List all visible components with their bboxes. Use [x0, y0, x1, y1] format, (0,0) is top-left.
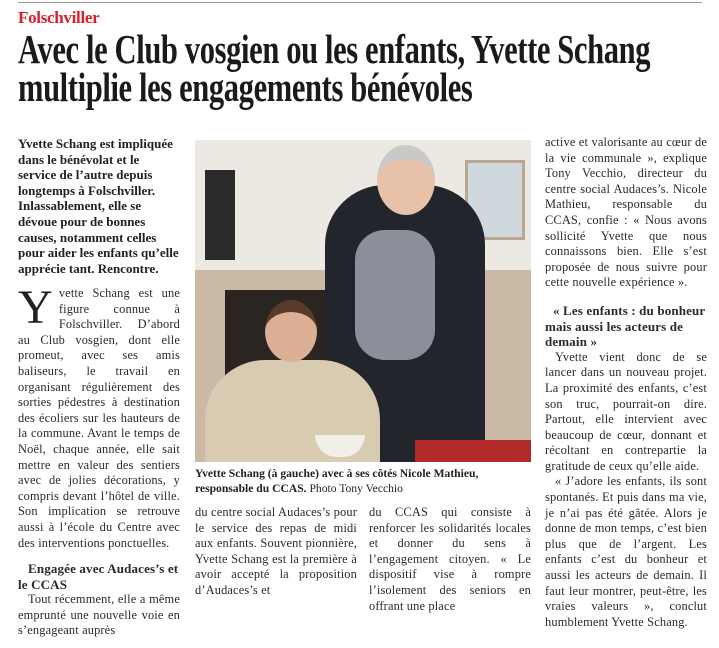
- article-intro: Yvette Schang est impliquée dans le bénévolat et le service de l’autre depuis longtemps à Folschviller. Inlassablement, elle se dévoue pour de bonnes causes, notamment celles pour aider les enfants qu’elle apprécie tant. Rencontre.: [18, 136, 179, 276]
- paragraph-2-end: active et valorisante au cœur de la vie communale », explique Tony Vecchio, directeur du centre social Audaces’s. Nicole Mathieu, responsable du CCAS, confie : « Nous avons sollicité Yvette que nous connaissons bien. Elle s’est proposée de nous suivre pour cette nouvelle expérience ».: [545, 135, 707, 290]
- photo-credit: Photo Tony Vecchio: [309, 482, 403, 495]
- paragraph-3: Yvette vient donc de se lancer dans un nouveau projet. La proximité des enfants, c’est son truc, pourrait-on dire. Partout, elle intervient avec beaucoup de cœur, donnant et récoltant en contrepartie la gratitude de ceux qu’elle aide.: [545, 349, 707, 473]
- paragraph-2-cont2: du CCAS qui consiste à renforcer les solidarités locales et donner du sens à l’engagement citoyen. « Le dispositif vise à rompre l’isolement des seniors en offrant une place: [369, 505, 531, 613]
- photo-caption: Yvette Schang (à gauche) avec à ses côtés Nicole Mathieu, responsable du CCAS. Photo Tony Vecchio: [195, 467, 479, 495]
- top-rule: [18, 2, 702, 3]
- column-2: [195, 505, 357, 599]
- paragraph-1: Yvette Schang est une figure connue à Folschviller. D’abord au Club vosgien, dont elle promeut, avec ses amis baliseurs, le travail en organisant régulièrement des sorties pédestres à destination des écoliers sur les hauteurs de la commune. Avant le temps de Noël, chaque année, elle sait mettre en valeur des sentiers avec de jolies décorations, y compris devant l’hôtel de ville. Son implication se retrouve aussi à l’école du Centre avec des interventions ponctuelles.: [18, 281, 180, 550]
- headline: Avec le Club vosgien ou les enfants, Yvette Schang multiplie les engagements bénévoles: [18, 26, 651, 110]
- paragraph-2: Tout récemment, elle a même emprunté une nouvelle voie en s’engageant auprès: [18, 592, 180, 638]
- paragraph-2-cont: du centre social Audaces’s pour le service des repas de midi aux enfants. Souvent pionnière, Yvette Schang est la première à avoir accepté la proposition d’Audaces’s et: [195, 505, 357, 597]
- article-photo: [195, 140, 531, 462]
- column-1: [18, 281, 180, 639]
- drop-cap: Y: [18, 281, 53, 334]
- subheading-enfants: « Les enfants : du bonheur mais aussi les acteurs de demain »: [545, 302, 706, 350]
- column-4: [545, 135, 707, 630]
- subheading-audaces: Engagée avec Audaces’s et le CCAS: [18, 561, 179, 592]
- paragraph-4: « J’adore les enfants, ils sont spontanés. Et puis dans ma vie, je n’ai pas été gâtée. Alors je donne de mon temps, c’est bien plus que de l’argent. Les enfants c’est du bonheur et aussi les acteurs de demain. Il faut leur montrer, peut-être, les vraies valeurs », conclut humblement Yvette Schang.: [545, 474, 707, 629]
- section-kicker: Folschviller: [18, 8, 100, 27]
- column-3: [369, 505, 531, 614]
